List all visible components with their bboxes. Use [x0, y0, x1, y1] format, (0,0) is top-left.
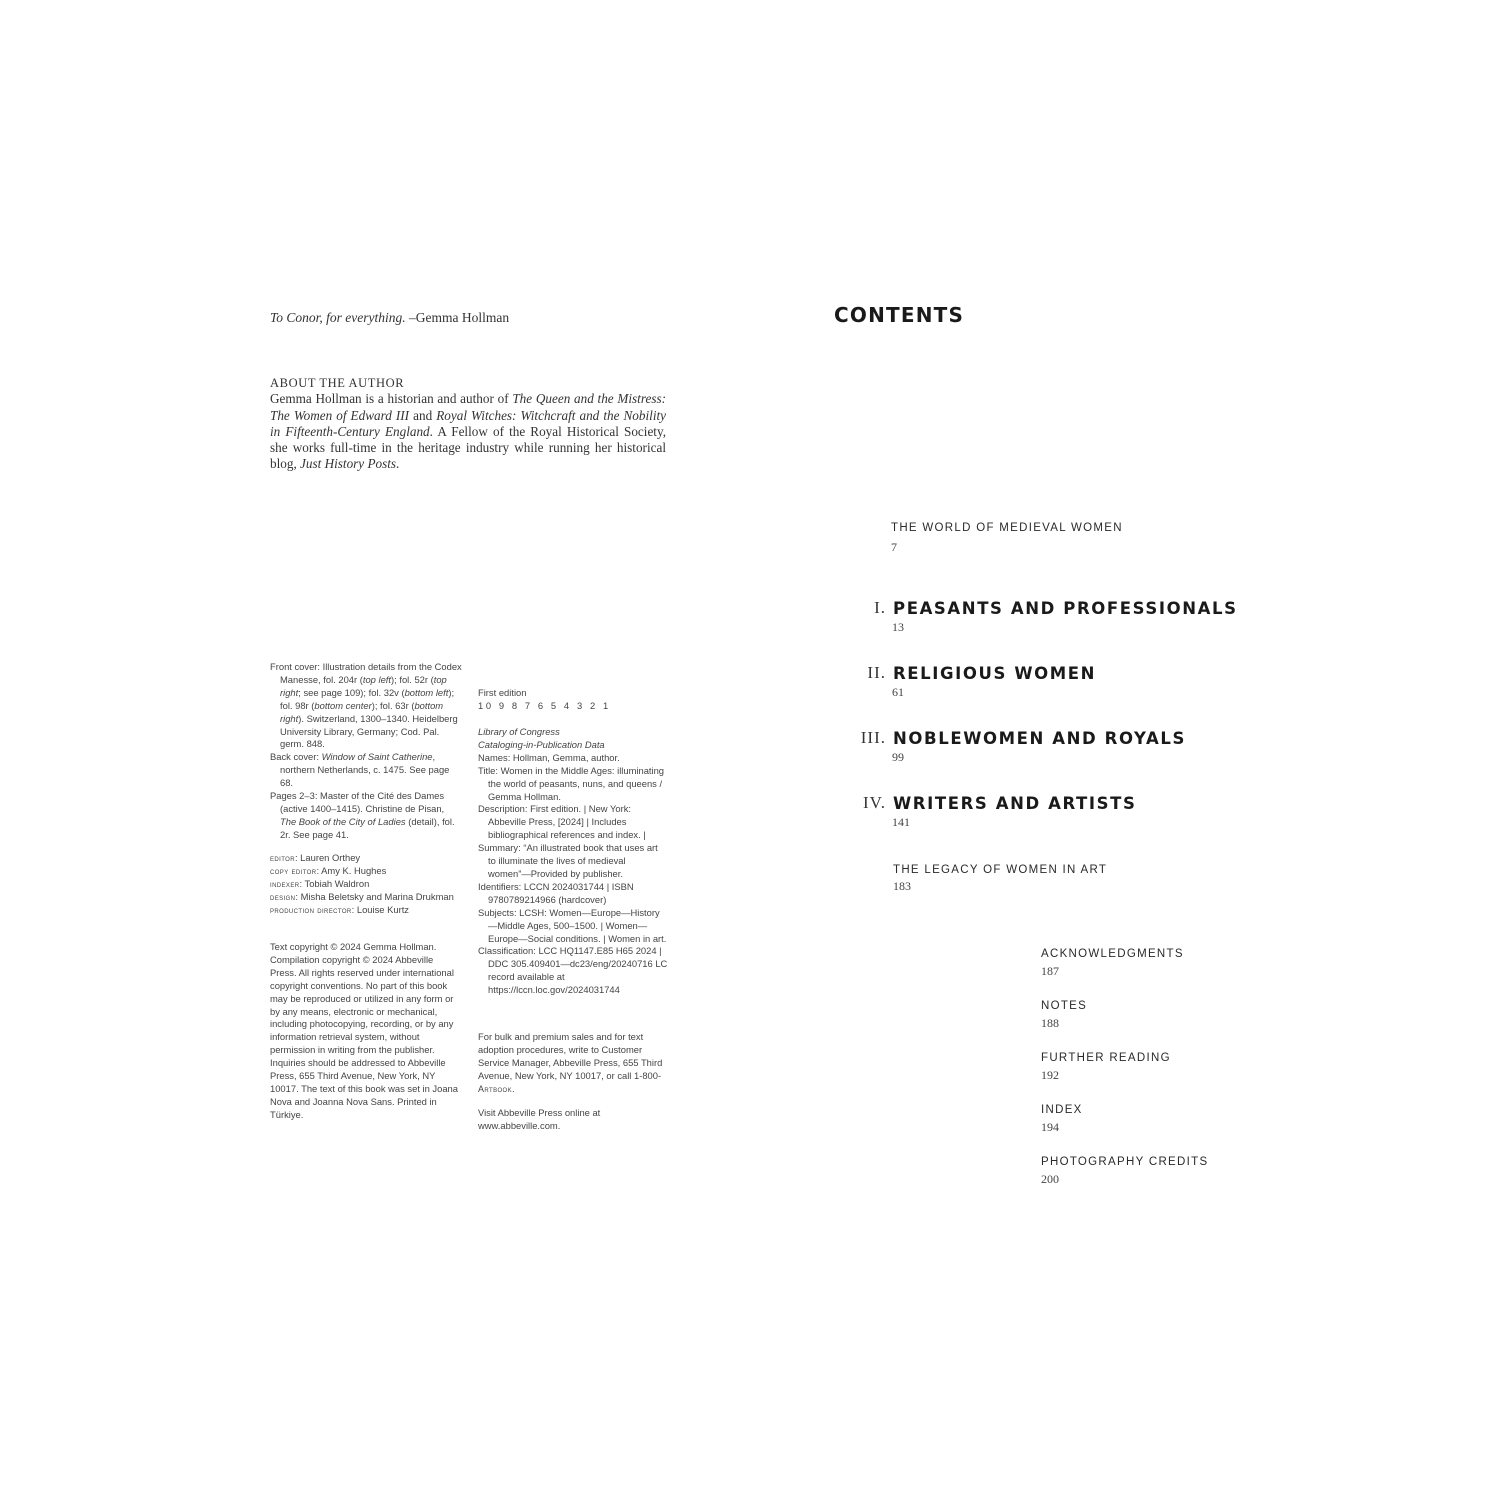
staff-role: design [270, 891, 296, 902]
cip-entry: Subjects: LCSH: Women—Europe—History—Middle Ages, 500–1500. | Women—Europe—Social conditions. | Women in art. [478, 906, 667, 944]
staff-name: : Tobiah Waldron [299, 877, 370, 889]
website-text: Visit Abbeville Press online at www.abbeville.com. [478, 1107, 601, 1131]
copyright-notice [270, 941, 462, 1122]
cip-entry: Title: Women in the Middle Ages: illuminating the world of peasants, nuns, and queens / Gemma Hollman. [478, 764, 665, 802]
back-cover-credit: Back cover: Window of Saint Catherine, northern Netherlands, c. 1475. See page 68. [270, 751, 450, 789]
about-the-author [270, 375, 666, 473]
copyright-text: Text copyright © 2024 Gemma Hollman. Compilation copyright © 2024 Abbeville Press. All rights reserved under international copyright conventions. No part of this book may be reproduced or utilized in any form or by any means, electronic or mechanical, including photocopying, recording, or by any information retrieval system, without permission in writing from the publisher. Inquiries should be addressed to Abbeville Press, 655 Third Avenue, New York, NY 10017. The text of this book was set in Joana Nova and Joanna Nova Sans. Printed in Türkiye. [270, 941, 458, 1120]
chapter-title: WRITERS AND ARTISTS [893, 794, 1137, 813]
toc-back-title: ACKNOWLEDGMENTS [1041, 948, 1184, 960]
staff-role: production director [270, 904, 352, 915]
chapter-title: PEASANTS AND PROFESSIONALS [893, 599, 1238, 618]
cip-heading: Cataloging-in-Publication Data [478, 738, 605, 750]
staff-credit [270, 878, 462, 891]
cip-entries [478, 752, 668, 997]
chapter-numeral: II. [867, 663, 886, 682]
chapter-page: 13 [892, 620, 904, 634]
cip-data [478, 726, 668, 997]
chapter-title: NOBLEWOMEN AND ROYALS [893, 729, 1186, 748]
cip-entry: Description: First edition. | New York: Abbeville Press, [2024] | Includes bibliographical references and index. | [478, 803, 646, 841]
toc-back-page: 187 [1041, 964, 1059, 978]
dedication-signature: –Gemma Hollman [409, 310, 510, 325]
toc-legacy-page: 183 [893, 879, 911, 893]
toc-intro-title: THE WORLD OF MEDIEVAL WOMEN [891, 522, 1123, 534]
staff-role: indexer [270, 878, 300, 889]
bulk-sales-info [478, 1031, 668, 1096]
toc-back-title: PHOTOGRAPHY CREDITS [1041, 1156, 1209, 1168]
toc-back-page: 188 [1041, 1016, 1059, 1030]
cip-entry: Identifiers: LCCN 2024031744 | ISBN 9780789214966 (hardcover) [478, 880, 634, 905]
chapter-numeral: IV. [863, 793, 886, 812]
edition-label: First edition [478, 687, 527, 698]
toc-back-page: 192 [1041, 1068, 1059, 1082]
front-cover-credit: Front cover: Illustration details from the Codex Manesse, fol. 204r (top left); fol. 52r (top right; see page 109); fol. 32v (bottom left); fol. 98r (bottom center); fol. 63r (bottom right). Switzerland, 1300–1340. Heidelberg University Library, Germany; Cod. Pal. germ. 848. [270, 661, 462, 750]
cip-entry: Names: Hollman, Gemma, author. [478, 751, 620, 763]
chapter-page: 99 [892, 750, 904, 764]
edition-info [478, 687, 668, 713]
toc-back-title: INDEX [1041, 1104, 1083, 1116]
staff-name: : Misha Beletsky and Marina Drukman [295, 890, 454, 902]
chapter-page: 61 [892, 685, 904, 699]
toc-legacy-title: THE LEGACY OF WOMEN IN ART [893, 864, 1108, 876]
dedication [270, 310, 509, 326]
about-text: and [409, 407, 437, 423]
cip-entry: Classification: LCC HQ1147.E85 H65 2024 | DDC 305.409401—dc23/eng/20240716 LC record available at https://lccn.loc.gov/2024031744 [478, 945, 668, 996]
print-line: 10 9 8 7 6 5 4 3 2 1 [478, 699, 611, 711]
staff-credit [270, 852, 462, 865]
website-info [478, 1107, 668, 1133]
staff-credits [270, 852, 462, 917]
pages-credit: Pages 2–3: Master of the Cité des Dames (active 1400–1415). Christine de Pisan, The Book of the City of Ladies (detail), fol. 2r. See page 41. [270, 790, 455, 840]
staff-name: : Lauren Orthey [294, 852, 361, 863]
staff-credit [270, 865, 462, 878]
contents-title: CONTENTS [834, 303, 965, 327]
bulk-sales-text: For bulk and premium sales and for text adoption procedures, write to Customer Service Manager, Abbeville Press, 655 Third Avenue, New York, NY 10017, or call 1-800-Artbook. [478, 1031, 663, 1094]
book-title: The Queen and the Mistress: The Women of Edward III [270, 391, 666, 423]
staff-role: editor [270, 853, 295, 863]
about-text: . [396, 456, 400, 472]
chapter-numeral: I. [874, 598, 886, 617]
cover-credits [270, 661, 462, 842]
toc-back-title: NOTES [1041, 1000, 1088, 1012]
cip-entry: Summary: “An illustrated book that uses art to illuminate the lives of medieval women”—Provided by publisher. [478, 842, 658, 879]
about-heading: ABOUT THE AUTHOR [270, 376, 405, 390]
toc-intro-page: 7 [891, 540, 897, 554]
phone-word: Artbook [478, 1083, 513, 1094]
book-title: Royal Witches: Witchcraft and the Nobility in Fifteenth-Century England [270, 407, 666, 439]
dedication-text: To Conor, for everything. [270, 310, 406, 325]
staff-credit [270, 891, 462, 904]
cip-heading: Library of Congress [478, 726, 560, 737]
toc-back-page: 194 [1041, 1120, 1059, 1134]
toc-back-title: FURTHER READING [1041, 1052, 1171, 1064]
chapter-title: RELIGIOUS WOMEN [893, 664, 1097, 683]
about-text: Gemma Hollman is a historian and author of [270, 391, 513, 407]
about-text: . A Fellow of the Royal Historical Society, she works full-time in the heritage industry while running her historical blog, [270, 423, 667, 472]
staff-name: : Louise Kurtz [351, 903, 409, 915]
blog-title: Just History Posts [300, 456, 397, 472]
staff-role: copy editor [270, 865, 317, 876]
chapter-page: 141 [892, 815, 910, 829]
chapter-numeral: III. [860, 728, 886, 747]
staff-credit [270, 904, 462, 917]
staff-name: : Amy K. Hughes [316, 864, 387, 876]
toc-back-page: 200 [1041, 1172, 1059, 1186]
about-body [270, 391, 666, 472]
